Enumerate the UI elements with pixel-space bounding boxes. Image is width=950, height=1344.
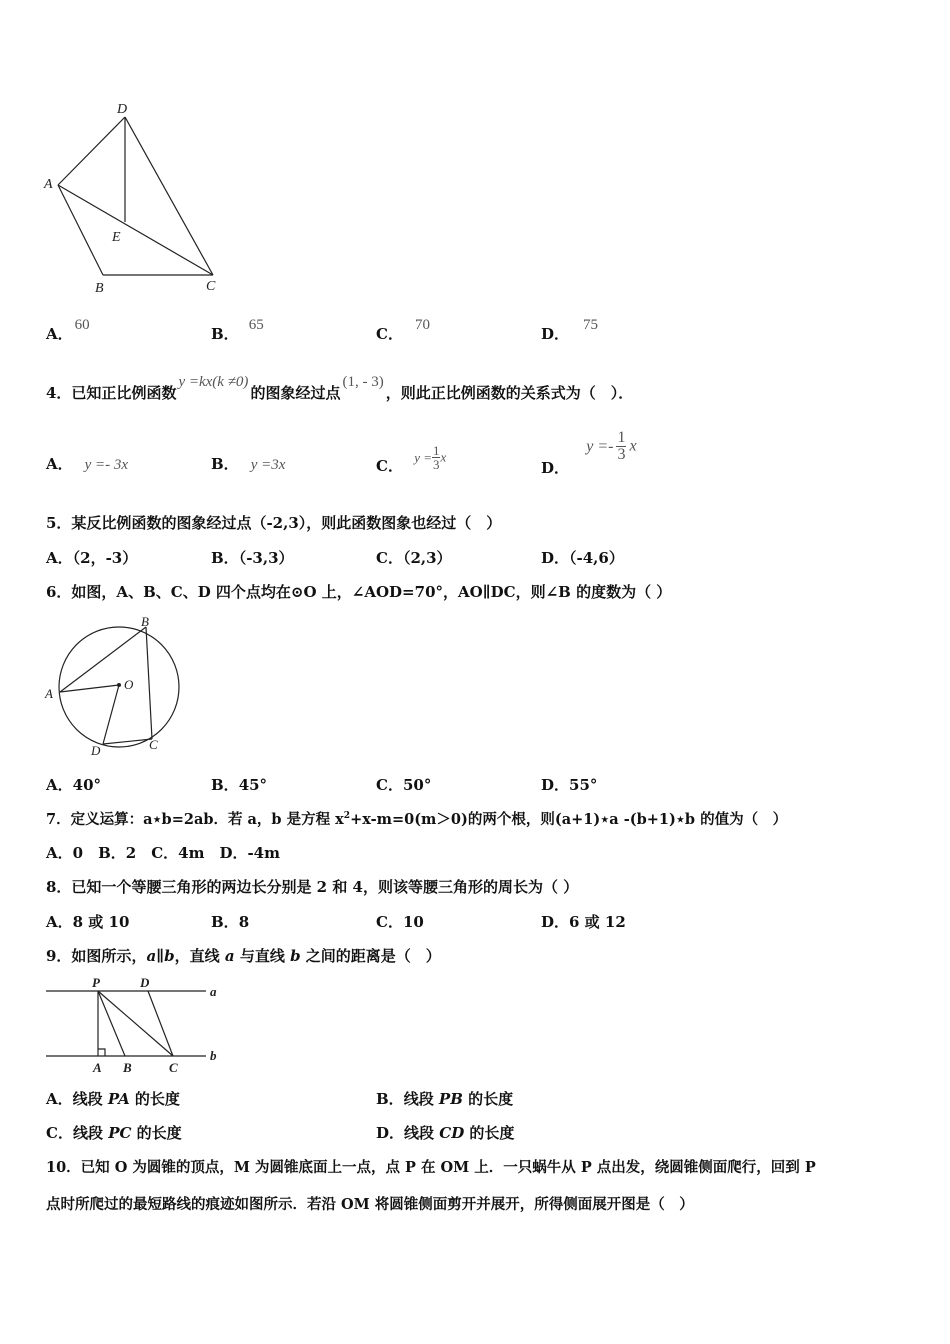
q5-stem: 5．某反比例函数的图象经过点（-2,3），则此函数图象也经过（ ） [46,514,502,532]
q6-label-c: C [149,737,158,752]
q3-option-c-value: 70 [414,317,430,333]
q9-label-c: C [169,1060,178,1075]
q3-option-a: A． 60 [46,317,90,343]
q3-option-d: D． 75 [541,317,599,343]
q8-option-a: A．8 或 10 [46,913,130,931]
q9-label-d: D [140,975,150,990]
q3-option-a-value: 60 [74,317,90,333]
q6-figure [40,612,190,762]
q9-option-b: B．线段 PB 的长度 [376,1090,514,1108]
q4-option-d: D． y =- $\frac{1}{3}$ x [541,429,637,477]
q5-option-d: D．（-4,6） [541,549,624,567]
q3-label-d: D [117,102,128,117]
q9-label-b-line: b [210,1048,217,1063]
q9-label-b: B [123,1060,132,1075]
q9-label-p: P [92,975,100,990]
q6-label-o: O [124,677,134,692]
q9-figure [40,972,230,1082]
q6-option-a: A．40° [46,776,102,794]
q8-option-b: B．8 [211,913,250,931]
q7-options: A．0 B．2 C．4m D．-4m [46,844,280,862]
q8-option-c: C．10 [376,913,424,931]
q4-stem: 4．已知正比例函数y =kx(k ≠0)的图象经过点(1, - 3)，则此正比例函数的关系式为（ ）． [46,374,634,402]
q5-option-b: B．（-3,3） [211,549,294,567]
q9-label-a-line: a [210,984,217,999]
q4-option-c: C． y = $\frac{1}{3}$ x [376,443,447,475]
q4-point: (1, - 3) [342,374,384,390]
q3-figure [40,95,230,300]
q4-option-b: B． y =3x [211,455,286,473]
q8-option-d: D．6 或 12 [541,913,626,931]
q6-label-a: A [45,686,53,701]
q3-label-a: A [44,177,53,192]
q3-option-b-value: 65 [248,317,264,333]
q3-option-c: C． 70 [376,317,430,343]
q5-option-c: C．（2,3） [376,549,452,567]
q8-stem: 8．已知一个等腰三角形的两边长分别是 2 和 4，则该等腰三角形的周长为（ ） [46,878,579,896]
q6-label-d: D [91,743,101,758]
q3-option-d-value: 75 [583,317,599,333]
q6-stem: 6．如图，A、B、C、D 四个点均在⊙O 上，∠AOD=70°，AO∥DC，则∠B 的度数为（ ） [46,583,672,601]
q9-stem: 9．如图所示，a∥b，直线 a 与直线 b 之间的距离是（ ） [46,947,441,965]
q6-option-c: C．50° [376,776,432,794]
q10-stem-line2: 点时所爬过的最短路线的痕迹如图所示．若沿 OM 将圆锥侧面剪开并展开，所得侧面展开图是（ ） [46,1196,694,1213]
q7-stem: 7．定义运算：a⋆b=2ab．若 a，b 是方程 $x^2+x-m=0(m>0)$的两个根，则(a+1)⋆a -(b+1)⋆b 的值为（ ） [46,811,788,828]
q6-label-b: B [141,614,149,629]
q3-option-b: B． 65 [211,317,264,343]
q3-label-b: B [95,281,104,296]
q6-option-d: D．55° [541,776,598,794]
q4-option-a: A． y =- 3x [46,455,129,473]
q3-label-e: E [112,230,121,245]
q9-option-c: C．线段 PC 的长度 [46,1124,182,1142]
q9-option-d: D．线段 CD 的长度 [376,1124,515,1142]
q5-option-a: A．（2，-3） [46,549,138,567]
q10-stem-line1: 10．已知 O 为圆锥的顶点，M 为圆锥底面上一点，点 P 在 OM 上．一只蜗牛从 P 点出发，绕圆锥侧面爬行，回到 P [46,1159,816,1176]
q6-option-b: B．45° [211,776,268,794]
q9-label-a: A [93,1060,102,1075]
q9-option-a: A．线段 PA 的长度 [46,1090,180,1108]
q4-formula: y =kx(k ≠0) [178,374,249,390]
q3-label-c: C [206,279,216,294]
